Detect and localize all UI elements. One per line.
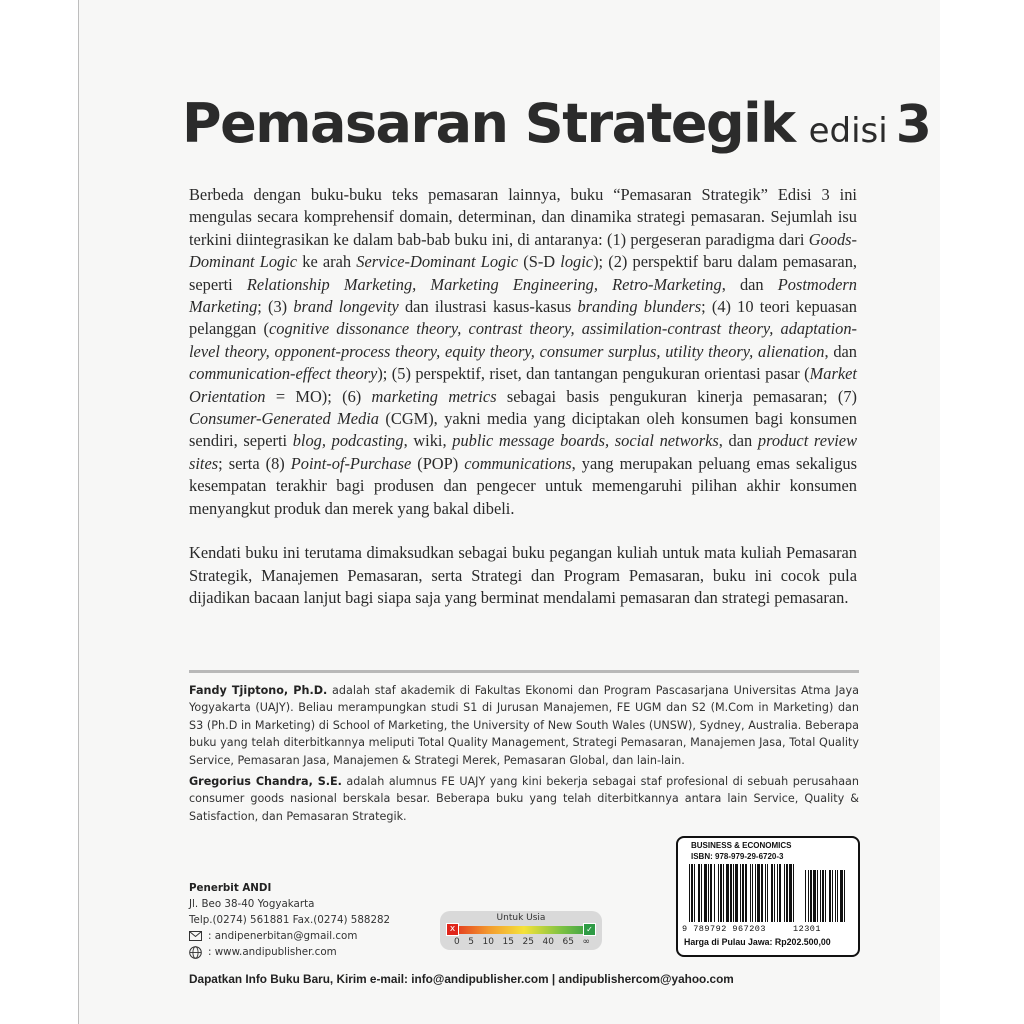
publisher-phone: Telp.(0274) 561881 Fax.(0274) 588282 — [189, 914, 391, 926]
publisher-info — [189, 880, 390, 960]
age-tick-label: 40 — [542, 937, 554, 947]
blurb-italic-term: marketing metrics — [371, 386, 497, 406]
barcode-digits-main: 9 789792 967203 — [682, 924, 767, 934]
blurb-text: Berbeda dengan buku-buku teks pemasaran lainnya, buku “Pemasaran Strategik” Edisi 3 ini mengulas secara komprehensif domain, determinan, dan dinamika strategi pemasaran. Sejumlah isu terkini diintegrasikan ke dalam bab-bab buku ini, di antaranya: (1) pergeseran paradigma dari — [189, 185, 857, 249]
publisher-email-row — [189, 928, 390, 944]
publisher-web-row — [189, 944, 390, 960]
footer-contact: Dapatkan Info Buku Baru, Kirim e-mail: info@andipublisher.com | andipublishercom@yahoo.com — [189, 972, 734, 986]
author-name: Gregorius Chandra, S.E. — [189, 775, 342, 788]
blurb-paragraph-1 — [189, 184, 857, 520]
age-rating-bar — [448, 926, 594, 934]
author-bio-1 — [189, 682, 859, 769]
blurb-italic-term: public message boards, social networks — [452, 431, 719, 451]
barcode-digits-addon: 12301 — [793, 924, 822, 934]
blurb-italic-term: Consumer-Generated Media — [189, 409, 379, 429]
blurb-text: , wiki, — [403, 431, 453, 451]
blurb-text: , dan — [824, 341, 857, 361]
publisher-name: Penerbit ANDI — [189, 882, 272, 894]
blurb-text: , yang merupakan peluang emas sekaligus kesempatan terakhir bagi produsen dan pengecer untuk memengaruhi pilihan akhir konsumen menyangkut produk dan merek yang bakal dibeli. — [189, 453, 857, 518]
blurb-italic-term: Goods-Dominant Logic — [189, 229, 857, 272]
blurb-italic-term: Postmodern Marketing — [189, 274, 857, 317]
blurb-text: ; serta (8) — [218, 453, 291, 473]
isbn-number: ISBN: 978-979-29-6720-3 — [691, 852, 784, 861]
isbn-category: BUSINESS & ECONOMICS — [691, 841, 792, 850]
title-main: Pemasaran Strategik — [182, 92, 795, 155]
age-tick-label: 25 — [522, 937, 534, 947]
blurb-italic-term: communications — [464, 453, 572, 473]
blurb — [189, 184, 857, 609]
blurb-italic-term: Relationship Marketing, Marketing Engineering, Retro-Marketing — [246, 274, 722, 294]
age-tick-label: 15 — [502, 937, 514, 947]
price: Harga di Pulau Jawa: Rp202.500,00 — [684, 937, 831, 947]
author-bio-text: adalah staf akademik di Fakultas Ekonomi dan Program Pascasarjana Universitas Atma Jaya Yogyakarta (UAJY). Beliau merampungkan studi S1 di Jurusan Manajemen, FE UGM dan S2 (M.Com in Marketing) dan S3 (Ph.D in Marketing) di School of Marketing, the University of New South Wales (UNSW), Sydney, Australia. Beberapa buku yang telah diterbitkannya meliputi Total Quality Management, Strategi Pemasaran, Manajemen Jasa, Total Quality Service, Pemasaran Jasa, Manajemen & Strategi Merek, Pemasaran Global, dan lain-lain. — [189, 684, 859, 767]
blurb-italic-term: brand longevity — [293, 297, 399, 317]
blurb-text: ; (4) 10 teori kepuasan pelanggan ( — [189, 297, 857, 339]
age-rating-label: Untuk Usia — [496, 913, 546, 923]
isbn-box — [676, 836, 860, 957]
blurb-italic-term: Point-of-Purchase — [290, 453, 412, 473]
publisher-address: Jl. Beo 38-40 Yogyakarta — [189, 898, 315, 910]
blurb-text: ); (5) perspektif, riset, dan tantangan pengukuran orientasi pasar ( — [377, 364, 810, 384]
globe-icon — [189, 946, 202, 959]
blurb-text: , dan — [718, 431, 758, 451]
age-tick-label: 5 — [468, 937, 474, 947]
blurb-italic-term: product review sites — [189, 431, 858, 473]
divider — [189, 670, 859, 673]
no-mark-icon: x — [446, 923, 459, 936]
envelope-icon — [189, 931, 202, 941]
blurb-italic-term: cognitive dissonance theory, contrast theory, assimilation-contrast theory, adaptation-level theory, opponent-process theory, equity theory, consumer surplus, utility theory, alienation — [189, 319, 857, 361]
age-tick-label: ∞ — [582, 937, 590, 947]
blurb-italic-term: Market Orientation — [189, 364, 857, 406]
blurb-italic-term: branding blunders — [577, 297, 702, 317]
age-tick-label: 10 — [482, 937, 494, 947]
blurb-italic-term: communication-effect theory — [189, 364, 378, 384]
author-bio-2 — [189, 773, 859, 825]
age-tick-label: 0 — [454, 937, 460, 947]
author-name: Fandy Tjiptono, Ph.D. — [189, 684, 328, 697]
blurb-italic-term: logic — [560, 252, 594, 272]
blurb-italic-term: Service-Dominant Logic — [356, 252, 519, 272]
blurb-text: sebagai basis pengukuran kinerja pemasaran; (7) — [496, 386, 858, 406]
author-bio-text: adalah alumnus FE UAJY yang kini bekerja sebagai staf profesional di sebuah perusahaan consumer goods nasional berskala besar. Beberapa buku yang telah diterbitkannya antara lain Service, Quality & Satisfaction, dan Pemasaran Strategik. — [189, 775, 859, 823]
barcode-icon — [689, 864, 849, 924]
check-mark-icon: ✓ — [583, 923, 596, 936]
blurb-text: ; (3) — [257, 297, 294, 317]
blurb-text: (CGM), yakni media yang diciptakan oleh konsumen bagi konsumen sendiri, seperti — [189, 409, 857, 451]
blurb-text: ); (2) perspektif baru dalam pemasaran, seperti — [189, 252, 857, 294]
blurb-text: (POP) — [411, 453, 465, 473]
blurb-text: dan ilustrasi kasus-kasus — [398, 297, 578, 317]
blurb-italic-term: blog, podcasting — [292, 431, 404, 451]
publisher-web: : www.andipublisher.com — [208, 946, 337, 958]
blurb-paragraph-2: Kendati buku ini terutama dimaksudkan sebagai buku pegangan kuliah untuk mata kuliah Pemasaran Strategik, Manajemen Pemasaran, serta Strategi dan Program Pemasaran, buku ini cocok pula dijadikan bacaan lanjut bagi siapa saja yang berminat mendalami pemasaran dan strategi pemasaran. — [189, 543, 857, 607]
book-title — [182, 92, 932, 155]
blurb-text: = MO); (6) — [265, 386, 372, 406]
age-rating-ticks — [454, 937, 590, 947]
blurb-text: (S-D — [518, 252, 561, 272]
title-edition-number: 3 — [895, 95, 932, 155]
title-edition-word: edisi — [808, 111, 888, 151]
blurb-text: , dan — [721, 274, 778, 294]
age-tick-label: 65 — [562, 937, 574, 947]
age-rating-badge — [440, 911, 602, 950]
blurb-text: ke arah — [297, 252, 357, 272]
publisher-email: : andipenerbitan@gmail.com — [208, 930, 358, 942]
